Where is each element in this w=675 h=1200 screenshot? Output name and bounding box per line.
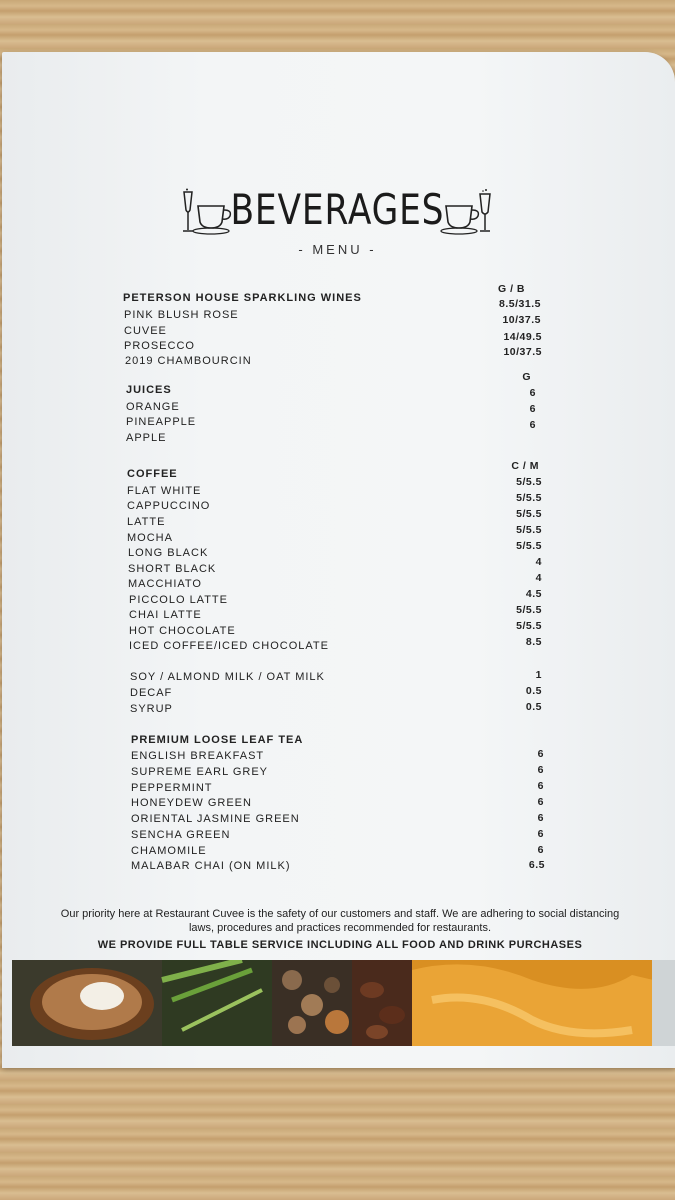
menu-item-name: ORIENTAL JASMINE GREEN <box>131 813 300 825</box>
menu-item-name: CUVEE <box>124 325 167 337</box>
menu-item-price: 10/37.5 <box>502 314 541 326</box>
menu-item-price: 5/5.5 <box>516 508 542 520</box>
menu-item-name: LATTE <box>127 516 166 528</box>
cup-champagne-icon <box>440 188 496 238</box>
menu-item-name: LONG BLACK <box>128 547 209 559</box>
food-photo-strip <box>12 960 675 1046</box>
menu-item-name: SENCHA GREEN <box>131 829 231 841</box>
section-heading-juices: JUICES <box>126 384 172 396</box>
menu-item-name: PEPPERMINT <box>131 782 213 794</box>
menu-item-name: CHAMOMILE <box>131 845 207 857</box>
menu-item-name: ICED COFFEE/ICED CHOCOLATE <box>129 640 329 652</box>
page-title: BEVERAGES <box>230 185 445 234</box>
menu-item-price: 6 <box>537 780 544 792</box>
menu-item-price: 4.5 <box>525 588 542 600</box>
menu-item-price: 14/49.5 <box>503 331 542 343</box>
menu-item-name: SOY / ALMOND MILK / OAT MILK <box>130 671 325 683</box>
menu-item-name: MALABAR CHAI (ON MILK) <box>131 860 291 872</box>
menu-item-name: HOT CHOCOLATE <box>129 625 236 637</box>
menu-item-price: 6 <box>537 844 544 856</box>
footer-notice-line2: laws, procedures and practices recommended for restaurants. <box>188 922 492 934</box>
menu-item-name: SUPREME EARL GREY <box>131 766 269 778</box>
menu-item-price: 8.5 <box>525 636 542 648</box>
menu-item-price: 5/5.5 <box>516 524 542 536</box>
menu-item-price: 0.5 <box>525 701 542 713</box>
section-heading-sparkling: PETERSON HOUSE SPARKLING WINES <box>123 292 362 304</box>
menu-item-price: 5/5.5 <box>516 540 542 552</box>
menu-item-name: PICCOLO LATTE <box>129 594 228 606</box>
menu-item-name: FLAT WHITE <box>127 485 202 497</box>
menu-item-name: MACCHIATO <box>128 578 202 590</box>
menu-item-price: 5/5.5 <box>516 492 542 504</box>
menu-item-name: MOCHA <box>127 532 173 544</box>
menu-item-name: CAPPUCCINO <box>127 500 211 512</box>
menu-item-price: 4 <box>535 572 542 584</box>
menu-item-name: PINEAPPLE <box>126 416 197 428</box>
menu-item-name: 2019 CHAMBOURCIN <box>125 355 252 367</box>
menu-item-price: 8.5/31.5 <box>499 298 541 310</box>
menu-item-name: DECAF <box>130 687 173 699</box>
menu-item-price: 10/37.5 <box>503 346 542 358</box>
menu-item-name: SYRUP <box>130 703 173 715</box>
section-heading-coffee: COFFEE <box>127 468 178 480</box>
menu-item-price: 6 <box>529 419 536 431</box>
menu-item-price: 1 <box>535 669 542 681</box>
menu-item-price: 6.5 <box>528 859 545 871</box>
menu-item-name: ENGLISH BREAKFAST <box>131 750 265 762</box>
sparkling-price-header: G / B <box>497 283 525 295</box>
menu-item-name: ORANGE <box>126 401 180 413</box>
juices-price-header: G <box>522 371 531 383</box>
menu-item-name: PINK BLUSH ROSE <box>124 309 239 321</box>
menu-item-price: 5/5.5 <box>516 620 542 632</box>
menu-item-price: 6 <box>537 828 544 840</box>
menu-item-price: 0.5 <box>525 685 542 697</box>
menu-item-name: PROSECCO <box>124 340 195 352</box>
menu-item-price: 4 <box>535 556 542 568</box>
menu-item-price: 6 <box>537 796 544 808</box>
page-subtitle: - MENU - <box>298 242 377 257</box>
menu-item-price: 5/5.5 <box>516 476 542 488</box>
menu-item-price: 6 <box>537 764 544 776</box>
menu-item-price: 6 <box>537 812 544 824</box>
menu-item-price: 5/5.5 <box>516 604 542 616</box>
menu-item-price: 6 <box>529 387 536 399</box>
menu-item-price: 6 <box>529 403 536 415</box>
menu-item-name: CHAI LATTE <box>129 609 202 621</box>
menu-item-price: 6 <box>537 748 544 760</box>
footer-notice-line1: Our priority here at Restaurant Cuvee is the safety of our customers and staff. We are adhering to social distancing <box>60 908 620 920</box>
coffee-price-header: C / M <box>511 460 539 472</box>
menu-item-name: APPLE <box>126 432 167 444</box>
section-heading-tea: PREMIUM LOOSE LEAF TEA <box>131 734 304 746</box>
footer-service-notice: WE PROVIDE FULL TABLE SERVICE INCLUDING ALL FOOD AND DRINK PURCHASES <box>97 939 583 951</box>
menu-item-name: SHORT BLACK <box>128 563 217 575</box>
menu-item-name: HONEYDEW GREEN <box>131 797 252 809</box>
